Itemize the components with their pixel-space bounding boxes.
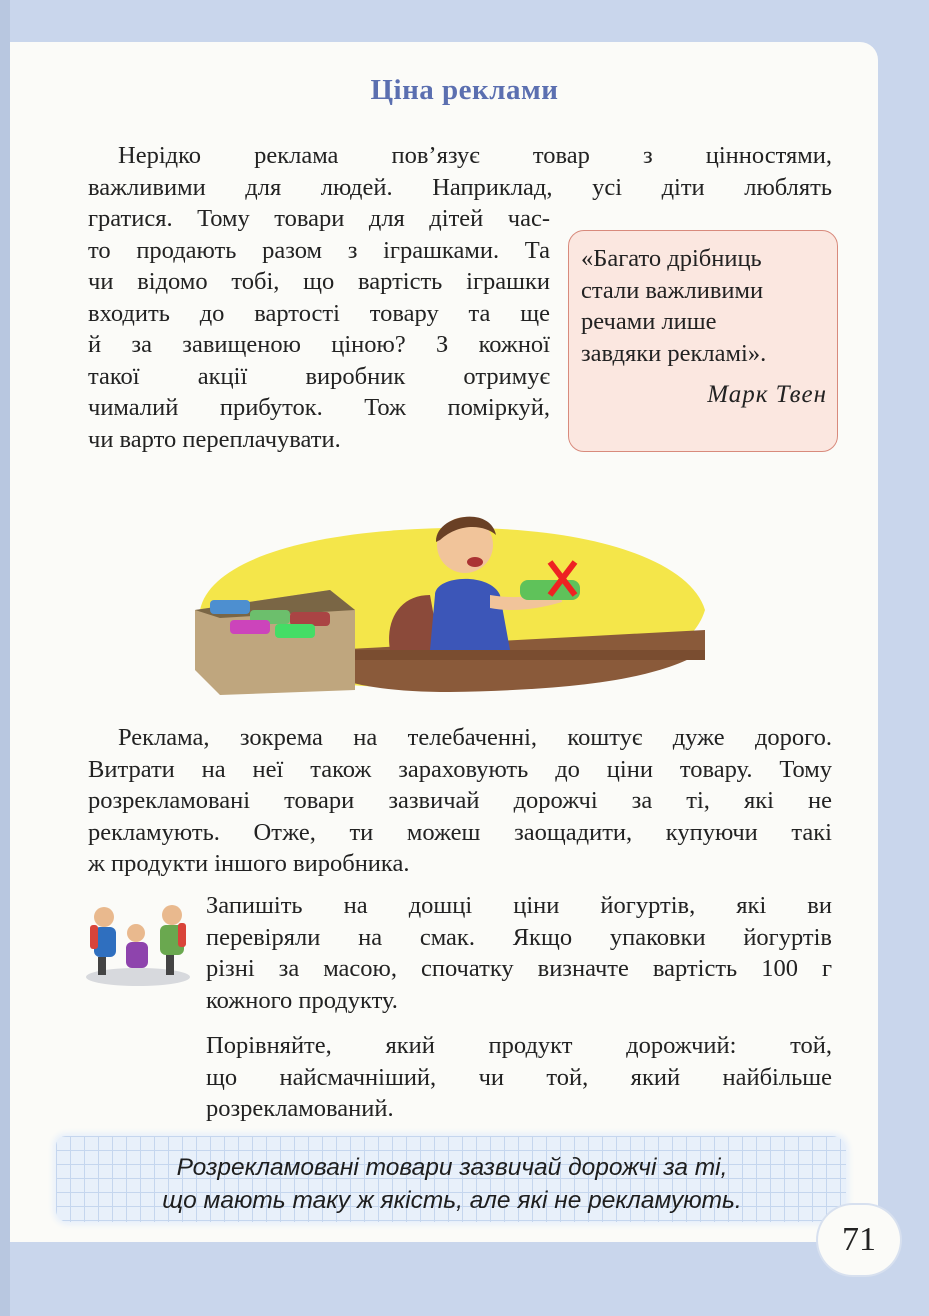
text-line: важливими для людей. Наприклад, усі діти люблять [88, 173, 832, 201]
text-line: Витрати на неї також зараховують до ціни товару. Тому [88, 755, 832, 783]
children-group-icon [82, 895, 194, 990]
summary-note-text [72, 1151, 832, 1217]
text-line: Запишіть на дошці ціни йогуртів, які ви [206, 892, 832, 919]
quote-box [568, 230, 838, 452]
left-column-text [88, 203, 550, 455]
task-1 [206, 890, 832, 1016]
page-title: Ціна реклами [370, 74, 559, 106]
text-line: такої акції виробник отримує [88, 362, 550, 390]
quote-line: «Багато дрібниць [581, 245, 762, 272]
quote-line: речами лише [581, 308, 717, 335]
text-line: ж продукти іншого виробника. [88, 850, 410, 877]
text-line: чи варто переплачувати. [88, 425, 341, 453]
text-line: гратися. Тому товари для дітей час- [88, 205, 550, 232]
text-line: кожного продукту. [206, 986, 398, 1014]
quote-text [581, 243, 831, 369]
page-number: 71 [818, 1205, 900, 1275]
note-line: Розрекламовані товари зазвичай дорожчі за ті, [176, 1154, 728, 1181]
text-line: чималий прибуток. Тож поміркуй, [88, 394, 550, 421]
quote-line: стали важливими [581, 276, 764, 304]
text-line: Порівняйте, який продукт дорожчий: той, [206, 1032, 832, 1059]
boy-with-toy-car-illustration [190, 500, 710, 700]
intro-text [88, 140, 832, 203]
note-line: що мають таку ж якість, але які не рекламують. [162, 1187, 742, 1214]
task-2 [206, 1030, 832, 1125]
text-line: Реклама, зокрема на телебаченні, коштує дуже дорого. [118, 724, 832, 751]
quote-line: завдяки рекламі». [581, 339, 767, 367]
quote-author: Марк Твен [707, 381, 827, 408]
text-line: перевіряли на смак. Якщо упаковки йогуртів [206, 923, 832, 951]
text-line: що найсмачніший, чи той, який найбільше [206, 1063, 832, 1091]
text-line: різні за масою, спочатку визначте вартість 100 г [206, 955, 832, 982]
text-line: й за завищеною ціною? З кожної [88, 331, 550, 358]
text-line: рекламують. Отже, ти можеш заощадити, купуючи такі [88, 818, 832, 846]
text-line: то продають разом з іграшками. Та [88, 236, 550, 264]
text-line: розрекламовані товари зазвичай дорожчі за ті, які не [88, 787, 832, 814]
text-line: входить до вартості товару та ще [88, 299, 550, 327]
page-edge [0, 0, 10, 1316]
paragraph-2 [88, 722, 832, 880]
text-line: чи відомо тобі, що вартість іграшки [88, 268, 550, 295]
text-line: розрекламований. [206, 1095, 394, 1122]
text-line: Нерідко реклама пов’язує товар з цінностями, [118, 142, 832, 169]
